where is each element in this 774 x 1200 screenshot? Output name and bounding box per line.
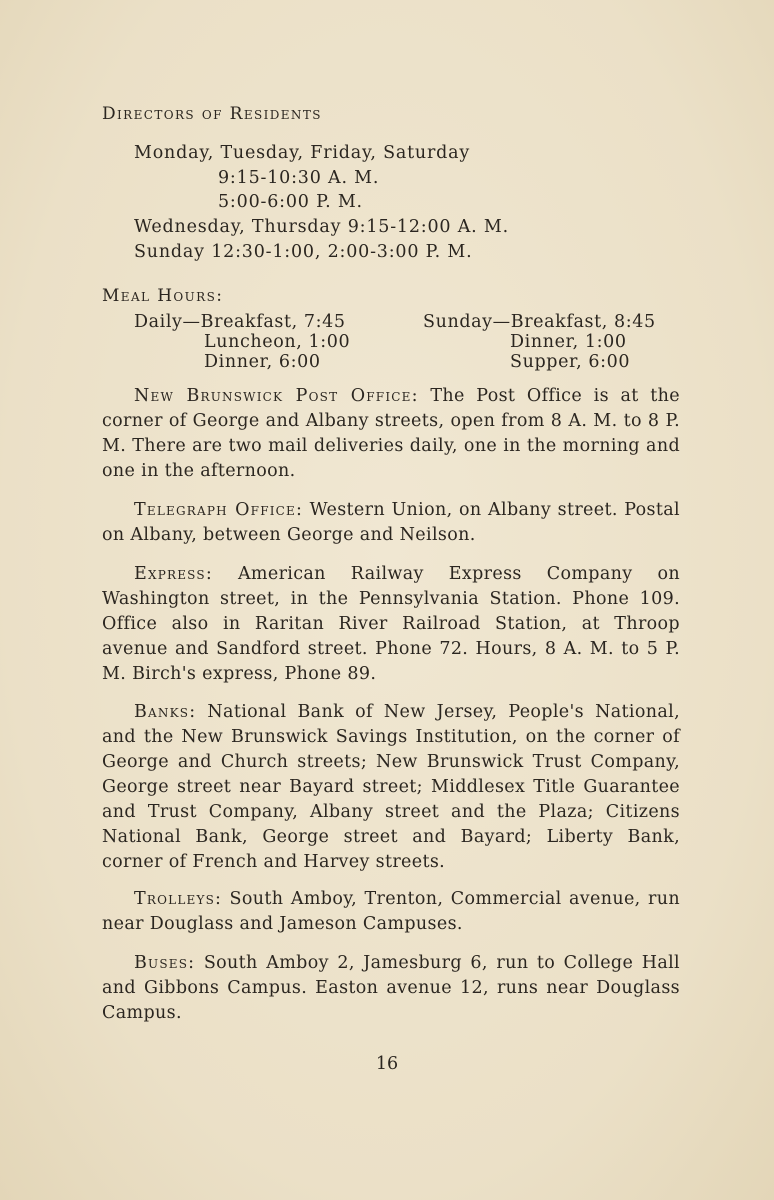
- directors-evening-hours: 5:00-6:00 P. M.: [218, 192, 363, 212]
- buses-paragraph: [102, 951, 680, 1026]
- sunday-dinner: Dinner, 1:00: [510, 332, 627, 352]
- trolleys-paragraph: [102, 887, 680, 937]
- buses-label: Buses:: [134, 953, 196, 973]
- banks-text: National Bank of New Jersey, People's National, and the New Brunswick Savings Institution, on the corner of George and Church streets; New Brunswick Trust Company, George street near Bayard street; Middlesex Title Guarantee and Trust Company, Albany street and the Plaza; Citizens National Bank, George street and Bayard; Liberty Bank, corner of French and Harvey streets.: [102, 702, 680, 872]
- post-office-label: New Brunswick Post Office:: [134, 386, 419, 406]
- telegraph-label: Telegraph Office:: [134, 500, 304, 520]
- directors-days-line: Monday, Tuesday, Friday, Saturday: [134, 143, 471, 163]
- directors-wednesday-line: Wednesday, Thursday 9:15-12:00 A. M.: [134, 217, 509, 237]
- directors-heading: Directors of Residents: [102, 104, 322, 124]
- sunday-supper: Supper, 6:00: [510, 352, 631, 372]
- trolleys-label: Trolleys:: [134, 889, 223, 909]
- banks-paragraph: [102, 700, 680, 875]
- express-paragraph: [102, 562, 680, 687]
- directors-morning-hours: 9:15-10:30 A. M.: [218, 168, 380, 188]
- trolleys-text: South Amboy, Trenton, Commercial avenue, run near Douglass and Jameson Campuses.: [102, 889, 680, 934]
- daily-luncheon: Luncheon, 1:00: [204, 332, 351, 352]
- post-office-paragraph: [102, 384, 680, 484]
- daily-breakfast: Daily—Breakfast, 7:45: [134, 312, 346, 332]
- page-number: 16: [375, 1054, 399, 1074]
- daily-dinner: Dinner, 6:00: [204, 352, 321, 372]
- sunday-breakfast: Sunday—Breakfast, 8:45: [423, 312, 656, 332]
- meal-hours-heading: Meal Hours:: [102, 286, 224, 306]
- express-label: Express:: [134, 564, 213, 584]
- directors-sunday-line: Sunday 12:30-1:00, 2:00-3:00 P. M.: [134, 242, 473, 262]
- telegraph-paragraph: [102, 498, 680, 548]
- telegraph-text: Western Union, on Albany street. Postal on Albany, between George and Neilson.: [102, 500, 680, 545]
- post-office-text: The Post Office is at the corner of George and Albany streets, open from 8 A. M. to 8 P. M. There are two mail deliveries daily, one in the morning and one in the afternoon.: [102, 386, 680, 481]
- buses-text: South Amboy 2, Jamesburg 6, run to College Hall and Gibbons Campus. Easton avenue 12, runs near Douglass Campus.: [102, 953, 680, 1023]
- banks-label: Banks:: [134, 702, 197, 722]
- express-text: American Railway Express Company on Washington street, in the Pennsylvania Station. Phone 109. Office also in Raritan River Railroad Station, at Throop avenue and Sandford street. Phone 72. Hours, 8 A. M. to 5 P. M. Birch's express, Phone 89.: [102, 564, 680, 684]
